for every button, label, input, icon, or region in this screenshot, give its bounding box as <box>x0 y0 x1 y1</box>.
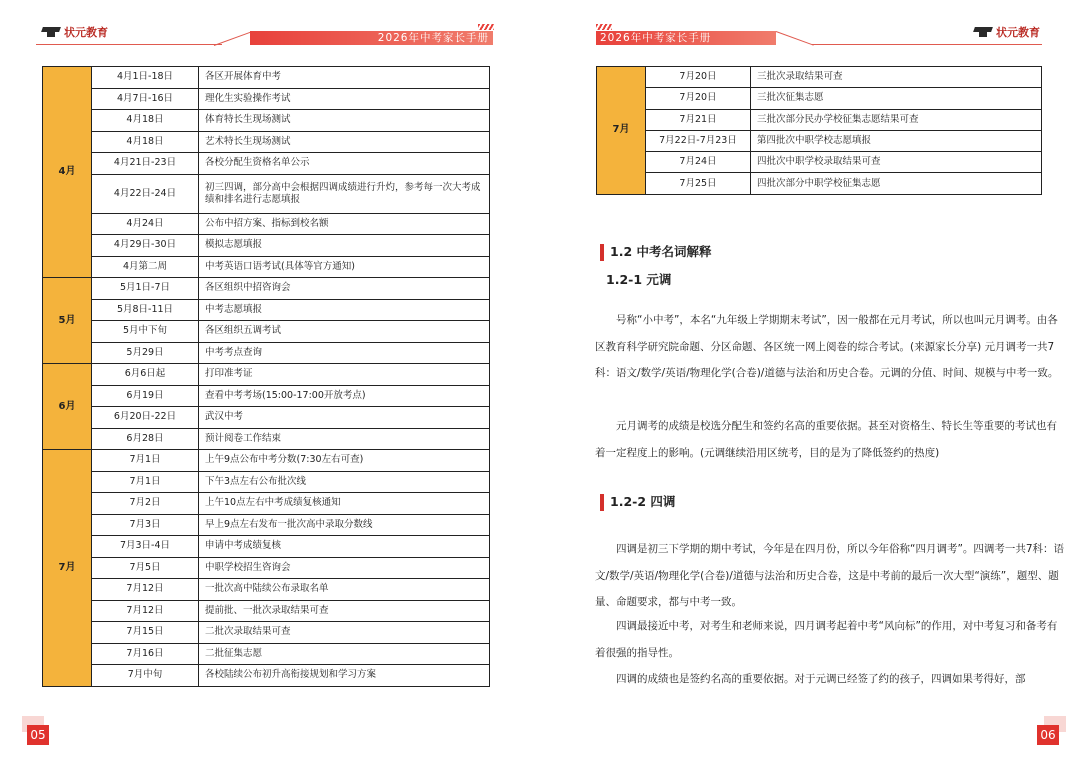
event-cell: 四批次部分中职学校征集志愿 <box>751 173 1042 194</box>
event-cell: 各区开展体育中考 <box>199 67 490 89</box>
date-cell: 5月中下旬 <box>92 321 199 343</box>
date-cell: 7月12日 <box>92 579 199 601</box>
event-cell: 中职学校招生咨询会 <box>199 557 490 579</box>
date-cell: 4月1日-18日 <box>92 67 199 89</box>
schedule-row <box>43 213 490 235</box>
schedule-row <box>43 67 490 89</box>
paragraph: 四调是初三下学期的期中考试，今年是在四月份，所以今年俗称“四月调考”。四调考一共7科：语文/数学/英语/物理化学(合卷)/道德与法治和历史合卷，这是中考前的最后一次大型“演练”，题型、题量、命题要求，都与中考一致。 <box>595 543 1065 608</box>
event-cell: 预计阅卷工作结束 <box>199 428 490 450</box>
schedule-row <box>43 407 490 429</box>
event-cell: 打印准考证 <box>199 364 490 386</box>
schedule-row <box>43 493 490 515</box>
event-cell: 上午9点公布中考分数(7:30左右可查) <box>199 450 490 472</box>
header-stripes <box>596 24 612 30</box>
header-slant <box>214 31 252 46</box>
date-cell: 7月2日 <box>92 493 199 515</box>
date-cell: 7月12日 <box>92 600 199 622</box>
section-title-text: 1.2 中考名词解释 <box>610 244 712 259</box>
event-cell: 公布中招方案、指标到校名额 <box>199 213 490 235</box>
paragraph: 四调最接近中考，对考生和老师来说，四月调考起着中考“风向标”的作用，对中考复习和备考有着很强的指导性。 <box>595 620 1058 659</box>
subsection-sitiao-text: 1.2-2 四调 <box>610 494 676 509</box>
graduation-cap-icon <box>974 27 992 37</box>
event-cell: 三批次部分民办学校征集志愿结果可查 <box>751 109 1042 130</box>
date-cell: 6月19日 <box>92 385 199 407</box>
schedule-row <box>597 130 1042 151</box>
date-cell: 6月6日起 <box>92 364 199 386</box>
graduation-cap-icon <box>42 27 60 37</box>
schedule-row <box>43 256 490 278</box>
event-cell: 提前批、一批次录取结果可查 <box>199 600 490 622</box>
header-slant <box>776 31 814 46</box>
date-cell: 4月21日-23日 <box>92 153 199 175</box>
brand-name: 状元教育 <box>996 26 1040 39</box>
month-cell: 7月 <box>597 67 646 195</box>
date-cell: 4月22日-24日 <box>92 174 199 213</box>
handbook-title: 2026年中考家长手册 <box>596 31 776 45</box>
event-cell: 艺术特长生现场测试 <box>199 131 490 153</box>
schedule-row <box>43 131 490 153</box>
schedule-row <box>43 153 490 175</box>
header-rule <box>812 44 1042 45</box>
date-cell: 7月25日 <box>646 173 751 194</box>
date-cell: 7月21日 <box>646 109 751 130</box>
schedule-row <box>43 557 490 579</box>
event-cell: 三批次征集志愿 <box>751 88 1042 109</box>
month-cell: 6月 <box>43 364 92 450</box>
date-cell: 7月5日 <box>92 557 199 579</box>
date-cell: 5月1日-7日 <box>92 278 199 300</box>
date-cell: 7月3日 <box>92 514 199 536</box>
event-cell: 各校分配生资格名单公示 <box>199 153 490 175</box>
event-cell: 下午3点左右公布批次线 <box>199 471 490 493</box>
date-cell: 4月18日 <box>92 110 199 132</box>
subsection-sitiao-title <box>600 492 675 511</box>
schedule-table <box>42 66 490 687</box>
paragraph: 号称“小中考”，本名“九年级上学期期末考试”，因一般都在元月考试，所以也叫元月调考。由各区教育科学研究院命题、分区命题、各区统一网上阅卷的综合考试。(来源家长分享) 元月调考一共7科：语文/数学/英语/物理化学(合卷)/道德与法治和历史合卷。元调的分值、时间、规模与中考一致。 <box>595 314 1059 379</box>
schedule-row <box>43 579 490 601</box>
month-cell: 7月 <box>43 450 92 687</box>
schedule-row <box>597 109 1042 130</box>
paragraph: 元月调考的成绩是校选分配生和签约名高的重要依据。甚至对资格生、特长生等重要的考试也有着一定程度上的影响。(元调继续沿用区统考，目的是为了降低签约的热度) <box>595 420 1057 459</box>
date-cell: 5月29日 <box>92 342 199 364</box>
event-cell: 中考英语口语考试(具体等官方通知) <box>199 256 490 278</box>
date-cell: 7月1日 <box>92 471 199 493</box>
brand-name: 状元教育 <box>64 26 108 39</box>
event-cell: 二批次录取结果可查 <box>199 622 490 644</box>
event-cell: 二批征集志愿 <box>199 643 490 665</box>
schedule-row <box>43 88 490 110</box>
subsection-yuantiao-title <box>606 270 671 288</box>
event-cell: 武汉中考 <box>199 407 490 429</box>
section-marker <box>600 494 604 511</box>
event-cell: 各区组织五调考试 <box>199 321 490 343</box>
date-cell: 7月1日 <box>92 450 199 472</box>
event-cell: 第四批次中职学校志愿填报 <box>751 130 1042 151</box>
right-page <box>540 0 1080 766</box>
paragraph: 四调的成绩也是签约名高的重要依据。对于元调已经签了约的孩子，四调如果考得好，部 <box>616 673 1026 685</box>
event-cell: 中考志愿填报 <box>199 299 490 321</box>
header-rule <box>36 44 222 45</box>
schedule-row <box>43 110 490 132</box>
schedule-row <box>43 174 490 213</box>
subsection-yuantiao-text: 1.2-1 元调 <box>606 272 672 287</box>
event-cell: 各区组织中招咨询会 <box>199 278 490 300</box>
date-cell: 7月16日 <box>92 643 199 665</box>
event-cell: 各校陆续公布初升高衔接规划和学习方案 <box>199 665 490 687</box>
date-cell: 7月3日-4日 <box>92 536 199 558</box>
date-cell: 4月29日-30日 <box>92 235 199 257</box>
date-cell: 4月24日 <box>92 213 199 235</box>
brand-logo <box>974 24 1040 40</box>
schedule-row <box>43 278 490 300</box>
event-cell: 申请中考成绩复核 <box>199 536 490 558</box>
schedule-row <box>597 67 1042 88</box>
date-cell: 7月20日 <box>646 67 751 88</box>
event-cell: 中考考点查询 <box>199 342 490 364</box>
header-stripes <box>478 24 494 30</box>
schedule-row <box>43 364 490 386</box>
schedule-row <box>43 643 490 665</box>
schedule-row <box>43 321 490 343</box>
event-cell: 模拟志愿填报 <box>199 235 490 257</box>
date-cell: 6月20日-22日 <box>92 407 199 429</box>
event-cell: 理化生实验操作考试 <box>199 88 490 110</box>
page-number: 05 <box>27 725 49 745</box>
schedule-row <box>43 342 490 364</box>
event-cell: 查看中考考场(15:00-17:00开放考点) <box>199 385 490 407</box>
schedule-table-continued <box>596 66 1042 195</box>
date-cell: 5月8日-11日 <box>92 299 199 321</box>
date-cell: 4月7日-16日 <box>92 88 199 110</box>
schedule-row <box>597 88 1042 109</box>
schedule-row <box>43 385 490 407</box>
schedule-row <box>43 665 490 687</box>
event-cell: 三批次录取结果可查 <box>751 67 1042 88</box>
date-cell: 7月中旬 <box>92 665 199 687</box>
date-cell: 6月28日 <box>92 428 199 450</box>
date-cell: 7月22日-7月23日 <box>646 130 751 151</box>
event-cell: 初三四调，部分高中会根据四调成绩进行升灼，参考每一次大考成绩和排名进行志愿填报 <box>199 174 490 213</box>
schedule-row <box>43 299 490 321</box>
schedule-row <box>43 235 490 257</box>
date-cell: 4月第二周 <box>92 256 199 278</box>
section-title <box>600 242 712 261</box>
month-cell: 5月 <box>43 278 92 364</box>
date-cell: 4月18日 <box>92 131 199 153</box>
schedule-row <box>43 622 490 644</box>
schedule-row <box>597 173 1042 194</box>
event-cell: 上午10点左右中考成绩复核通知 <box>199 493 490 515</box>
event-cell: 早上9点左右发布一批次高中录取分数线 <box>199 514 490 536</box>
schedule-row <box>43 450 490 472</box>
date-cell: 7月15日 <box>92 622 199 644</box>
schedule-row <box>597 152 1042 173</box>
schedule-row <box>43 536 490 558</box>
month-cell: 4月 <box>43 67 92 278</box>
schedule-row <box>43 428 490 450</box>
page-number: 06 <box>1037 725 1059 745</box>
event-cell: 一批次高中陆续公布录取名单 <box>199 579 490 601</box>
schedule-row <box>43 514 490 536</box>
handbook-title: 2026年中考家长手册 <box>250 31 493 45</box>
date-cell: 7月20日 <box>646 88 751 109</box>
schedule-row <box>43 600 490 622</box>
date-cell: 7月24日 <box>646 152 751 173</box>
brand-logo <box>42 24 108 40</box>
schedule-row <box>43 471 490 493</box>
event-cell: 四批次中职学校录取结果可查 <box>751 152 1042 173</box>
event-cell: 体育特长生现场测试 <box>199 110 490 132</box>
section-marker <box>600 244 604 261</box>
